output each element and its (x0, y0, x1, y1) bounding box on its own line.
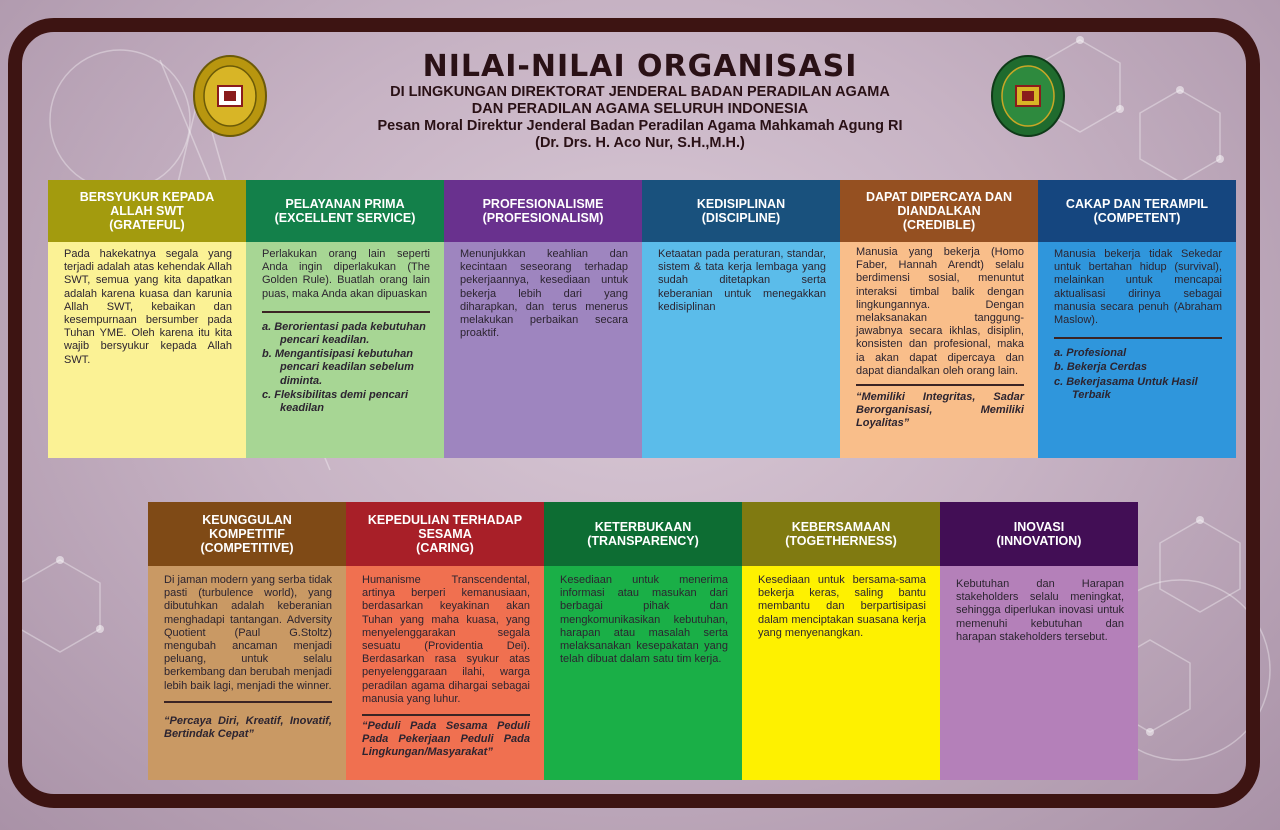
card-transparency-body (544, 566, 742, 780)
card-competitive-title: KEUNGGULAN KOMPETITIF (COMPETITIVE) (148, 502, 346, 566)
card-togetherness-body (742, 566, 940, 780)
subtitle-line-1: DI LINGKUNGAN DIREKTORAT JENDERAL BADAN PERADILAN AGAMA (390, 84, 890, 100)
card-competitive-body (148, 566, 346, 780)
card-innovation (940, 502, 1138, 780)
card-competent (1038, 180, 1236, 458)
card-excellent-service-text: Perlakukan orang lain seperti Anda ingin diperlakukan (The Golden Rule). Buatlah orang lain puas, maka Anda akan dipuaskan (262, 248, 430, 300)
card-grateful (48, 180, 246, 458)
list-item: b. Bekerja Cerdas (1054, 361, 1147, 374)
left-emblem-logo (192, 54, 268, 138)
card-innovation-title: INOVASI (INNOVATION) (940, 502, 1138, 566)
list-item: a. Berorientasi pada kebutuhan pencari keadilan. (262, 320, 426, 347)
card-grateful-title: BERSYUKUR KEPADA ALLAH SWT (GRATEFUL) (48, 180, 246, 242)
card-excellent-service-list (262, 321, 430, 415)
card-excellent-service-body (246, 242, 444, 458)
card-credible-body (840, 242, 1038, 458)
card-discipline-text: Ketaatan pada peraturan, standar, sistem & tata kerja lembaga yang sudah ditetapkan serta keberanian untuk menegakkan kedisiplinan (658, 248, 826, 313)
card-profesionalism (444, 180, 642, 458)
card-excellent-service (246, 180, 444, 458)
card-transparency-title: KETERBUKAAN (TRANSPARENCY) (544, 502, 742, 566)
list-item: c. Bekerjasama Untuk Hasil Terbaik (1054, 375, 1198, 401)
card-profesionalism-body (444, 242, 642, 458)
card-grateful-text: Pada hakekatnya segala yang terjadi adalah atas kehendak Allah SWT, semua yang kita dapatkan adalah karena kuasa dan karunia Allah SWT, kebaikan dan kesempurnaan bersumber pada Tuhan YME. Oleh karena itu kita wajib bersyukur kepada Allah SWT. (64, 248, 232, 366)
card-credible-text: Manusia yang bekerja (Homo Faber, Hannah Arendt) selalu berdimensi sosial, menuntut interaksi timbal balik dengan lingkungannya. Dengan melaksanakan tanggung-jawabnya secara ikhlas, disiplin, konsisten dan profesional, maka ia akan dapat dipercaya dan dapat diandalkan oleh orang lain. (856, 246, 1024, 377)
card-competitive-quote: “Percaya Diri, Kreatif, Inovatif, Bertindak Cepat” (164, 714, 332, 741)
list-item: c. Fleksibilitas demi pencari keadilan (262, 388, 409, 415)
card-caring-quote: “Peduli Pada Sesama Peduli Pada Pekerjaan Peduli Pada Lingkungan/Masyarakat” (362, 720, 530, 759)
right-emblem-logo (990, 54, 1066, 138)
card-togetherness-text: Kesediaan untuk bersama-sama bekerja keras, saling bantu membantu dan berpartisipasi dalam menciptakan suasana kerja yang menyenangkan. (758, 574, 926, 639)
separator (1054, 337, 1222, 339)
card-profesionalism-text: Menunjukkan keahlian dan kecintaan seseorang terhadap pekerjaannya, kesediaan untuk bekerja lebih dari yang diharapkan, dan terus menerus melakukan perbaikan secara proaktif. (460, 248, 628, 340)
card-innovation-body (940, 566, 1138, 780)
card-competent-title: CAKAP DAN TERAMPIL (COMPETENT) (1038, 180, 1236, 242)
separator (164, 701, 332, 703)
card-competent-text: Manusia bekerja tidak Sekedar untuk bertahan hidup (survival), melainkan untuk mencapai aktualisasi dirinya sebagai manusia secara penuh (Abraham Maslow). (1054, 248, 1222, 327)
card-discipline (642, 180, 840, 458)
card-caring (346, 502, 544, 780)
card-caring-text: Humanisme Transcendental, artinya berperi kemanusiaan, berdasarkan keyakinan akan Tuhan yang maha kuasa, yang menyelenggarakan segala sesuatu (Providentia Dei). Berdasarkan rasa syukur atas penyelenggaraan ilahi, warga peradilan agama dihargai sebagai manusia yang luhur. (362, 574, 530, 705)
separator (362, 714, 530, 716)
card-credible-title: DAPAT DIPERCAYA DAN DIANDALKAN (CREDIBLE) (840, 180, 1038, 242)
card-discipline-title: KEDISIPLINAN (DISCIPLINE) (642, 180, 840, 242)
card-credible (840, 180, 1038, 458)
page-title: NILAI-NILAI ORGANISASI (422, 49, 858, 84)
card-transparency (544, 502, 742, 780)
subtitle-line-2: DAN PERADILAN AGAMA SELURUH INDONESIA (471, 101, 809, 117)
poster-header (330, 50, 950, 152)
card-innovation-text: Kebutuhan dan Harapan stakeholders selalu meningkat, sehingga diperlukan inovasi untuk memenuhi kebutuhan dan harapan stakeholders tersebut. (956, 578, 1124, 643)
card-excellent-service-title: PELAYANAN PRIMA (EXCELLENT SERVICE) (246, 180, 444, 242)
subtitle-line-3: Pesan Moral Direktur Jenderal Badan Peradilan Agama Mahkamah Agung RI (377, 118, 903, 134)
card-competent-list (1054, 347, 1222, 402)
card-caring-title: KEPEDULIAN TERHADAP SESAMA (CARING) (346, 502, 544, 566)
subtitle-line-4: (Dr. Drs. H. Aco Nur, S.H.,M.H.) (535, 135, 745, 151)
card-competent-body (1038, 242, 1236, 458)
card-transparency-text: Kesediaan untuk menerima informasi atau masukan dari berbagai pihak dan mengkomunikasikan kebutuhan, harapan atau masalah serta melaksanakan kesepakatan yang telah dibuat dalam satu tim kerja. (560, 574, 728, 666)
list-item: b. Mengantisipasi kebutuhan pencari keadilan sebelum diminta. (262, 348, 414, 387)
card-credible-quote: “Memiliki Integritas, Sadar Berorganisasi, Memiliki Loyalitas” (856, 391, 1024, 430)
card-grateful-body (48, 242, 246, 458)
card-discipline-body (642, 242, 840, 458)
separator (262, 311, 430, 313)
card-competitive (148, 502, 346, 780)
card-caring-body (346, 566, 544, 780)
card-profesionalism-title: PROFESIONALISME (PROFESIONALISM) (444, 180, 642, 242)
separator (856, 384, 1024, 386)
card-competitive-text: Di jaman modern yang serba tidak pasti (turbulence world), yang dibutuhkan adalah keberanian menghadapi tantangan. Adversity Quotient (Paul G.Stoltz) mengubah ancaman menjadi peluang, untuk selalu berkembang dan berubah menjadi lebih baik lagi, menjadi the winner. (164, 574, 332, 692)
card-togetherness (742, 502, 940, 780)
list-item: a. Profesional (1054, 347, 1127, 360)
card-togetherness-title: KEBERSAMAAN (TOGETHERNESS) (742, 502, 940, 566)
